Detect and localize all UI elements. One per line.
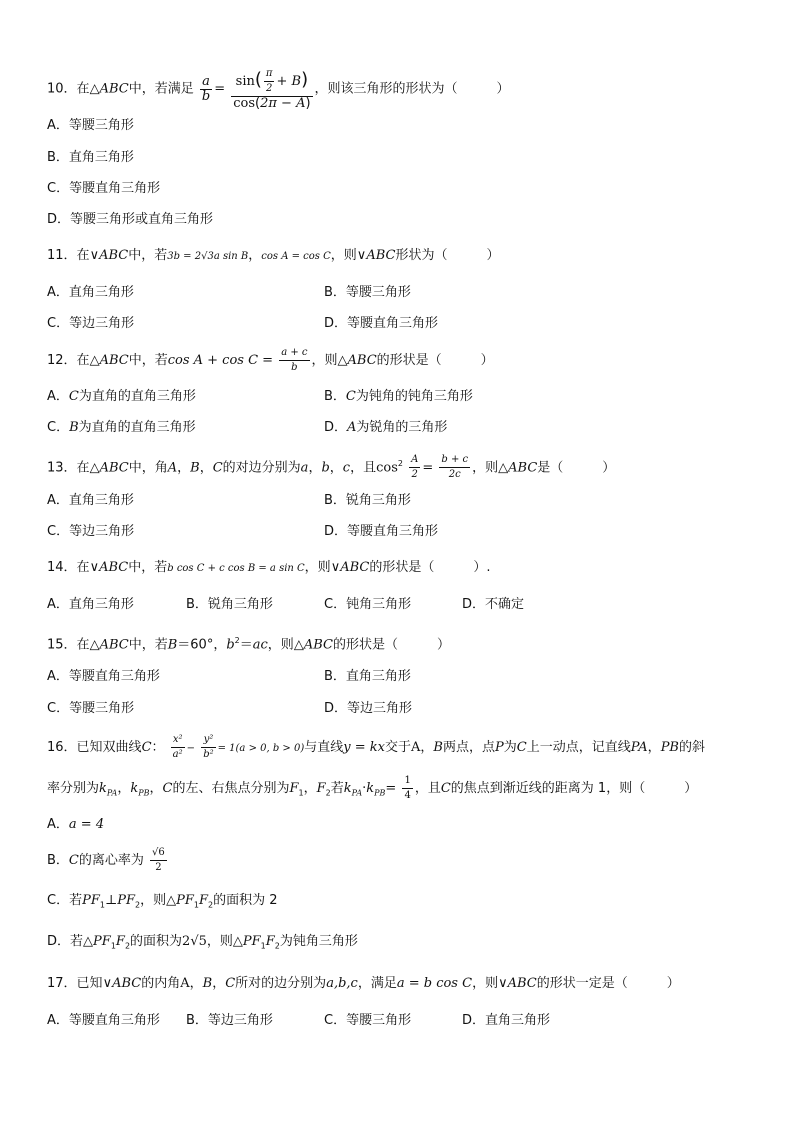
question-14-option-d[interactable]: D．不确定 — [462, 597, 525, 612]
question-16-option-d[interactable]: D．若$\triangle PF_1F_2$的面积为2√5，则$\triangle PF_1F_2$为钝角三角形 — [47, 934, 358, 951]
question-17-option-c[interactable]: C．等腰三角形 — [324, 1013, 412, 1028]
fraction-b-plus-c-over-2c: $\frac{b + c}{2c}$ — [441, 454, 469, 481]
fraction-sqrt6-over-2: $\frac{√6}{2}$ — [152, 847, 165, 873]
question-10-option-c[interactable]: C．等腰直角三角形 — [47, 181, 161, 196]
question-10-option-b[interactable]: B．直角三角形 — [47, 150, 134, 165]
question-14-stem: 14．在∨ABC中，若b cos C + c cos B = a sin C，则∨ABC的形状是（ ）. — [47, 560, 491, 575]
question-12-option-c[interactable]: C．B为直角的直角三角形 — [47, 420, 196, 435]
question-15-option-b[interactable]: B．直角三角形 — [324, 669, 411, 684]
fraction-1-over-4: $\frac{1}{4}$ — [404, 775, 411, 801]
question-16-stem-line-2: 率分别为$k_{PA}$，$k_{PB}$，C的左、右焦点分别为$F_1$，$F_2$若$k_{PA}\cdot k_{PB}=$ $\frac{1}{4}$ ，且C的焦点到渐近线的距离为 1，则（ ） — [47, 775, 698, 801]
question-10-option-d[interactable]: D．等腰三角形或直角三角形 — [47, 212, 214, 227]
question-17-option-d[interactable]: D．直角三角形 — [462, 1013, 551, 1028]
question-10-stem: 10．在△ABC中，若满足 $\frac{a}{b}$ = sin( $\frac{\pi}{2}$ + B) cos(2π − A) ，则该三角形的形状为（ ） — [47, 68, 510, 111]
fraction-a-over-2: $\frac{A}{2}$ — [411, 454, 419, 481]
fraction-a-plus-c-over-b: $\frac{a + c}{b}$ — [281, 347, 308, 373]
question-10-option-a[interactable]: A．等腰三角形 — [47, 118, 134, 133]
question-16-option-b[interactable]: B．C的离心率为 $\frac{√6}{2}$ — [47, 847, 165, 873]
question-16-option-a[interactable]: A．a = 4 — [47, 817, 105, 832]
question-14-option-b[interactable]: B．锐角三角形 — [186, 597, 273, 612]
question-11-option-a[interactable]: A．直角三角形 — [47, 285, 134, 300]
question-15-stem: 15．在△ABC中，若B＝60°，$b^2=ac$，则△ABC的形状是（ ） — [47, 636, 450, 653]
question-13-stem: 13．在△ABC中，角A，B，C的对边分别为a，b，c，且$\cos^2$ $\frac{A}{2}$ = $\frac{b + c}{2c}$ ，则△ABC是（ ） — [47, 454, 616, 481]
question-13-option-c[interactable]: C．等边三角形 — [47, 524, 135, 539]
fraction-a-over-b: $\frac{a}{b}$ — [201, 73, 211, 104]
question-12-option-a[interactable]: A．C为直角的直角三角形 — [47, 389, 196, 404]
question-15-option-d[interactable]: D．等边三角形 — [324, 701, 413, 716]
question-14-option-c[interactable]: C．钝角三角形 — [324, 597, 412, 612]
question-16-option-c[interactable]: C．若$PF_1\perp PF_2$，则$\triangle PF_1F_2$的面积为 2 — [47, 893, 278, 910]
question-13-option-b[interactable]: B．锐角三角形 — [324, 493, 411, 508]
question-11-option-c[interactable]: C．等边三角形 — [47, 316, 135, 331]
question-14-option-a[interactable]: A．直角三角形 — [47, 597, 134, 612]
fraction-y2-over-b2: $\frac{\text{y²}}{\text{b²}}$ — [203, 734, 214, 760]
question-11-option-b[interactable]: B．等腰三角形 — [324, 285, 411, 300]
question-17-stem: 17．已知∨ABC的内角A，B，C所对的边分别为a,b,c，满足a = b cos C，则∨ABC的形状一定是（ ） — [47, 976, 680, 991]
question-15-option-c[interactable]: C．等腰三角形 — [47, 701, 135, 716]
question-11-option-d[interactable]: D．等腰直角三角形 — [324, 316, 439, 331]
question-12-option-d[interactable]: D．A为锐角的三角形 — [324, 420, 448, 435]
fraction-sin-over-cos: sin( $\frac{\pi}{2}$ + B) cos(2π − A) — [233, 68, 311, 111]
question-12-option-b[interactable]: B．C为钝角的钝角三角形 — [324, 389, 473, 404]
question-15-option-a[interactable]: A．等腰直角三角形 — [47, 669, 160, 684]
question-11-stem: 11．在∨ABC中，若3b = 2√3a sin B，cos A = cos C，则∨ABC形状为（ ） — [47, 248, 500, 263]
fraction-x2-over-a2: $\frac{\text{x²}}{\text{a²}}$ — [172, 734, 183, 760]
question-17-option-a[interactable]: A．等腰直角三角形 — [47, 1013, 160, 1028]
question-17-option-b[interactable]: B．等边三角形 — [186, 1013, 273, 1028]
question-13-option-d[interactable]: D．等腰直角三角形 — [324, 524, 439, 539]
question-13-option-a[interactable]: A．直角三角形 — [47, 493, 134, 508]
question-12-stem: 12．在△ABC中，若cos A + cos C = $\frac{a + c}{b}$ ，则△ABC的形状是（ ） — [47, 347, 494, 373]
question-16-stem-line-1: 16．已知双曲线C： $\frac{\text{x²}}{\text{a²}}$ − $\frac{\text{y²}}{\text{b²}}$ = 1(a > 0, b > 0)与直线y = kx交于A，B两点，点P为C上一动点，记直线PA，PB的斜 — [47, 734, 706, 760]
